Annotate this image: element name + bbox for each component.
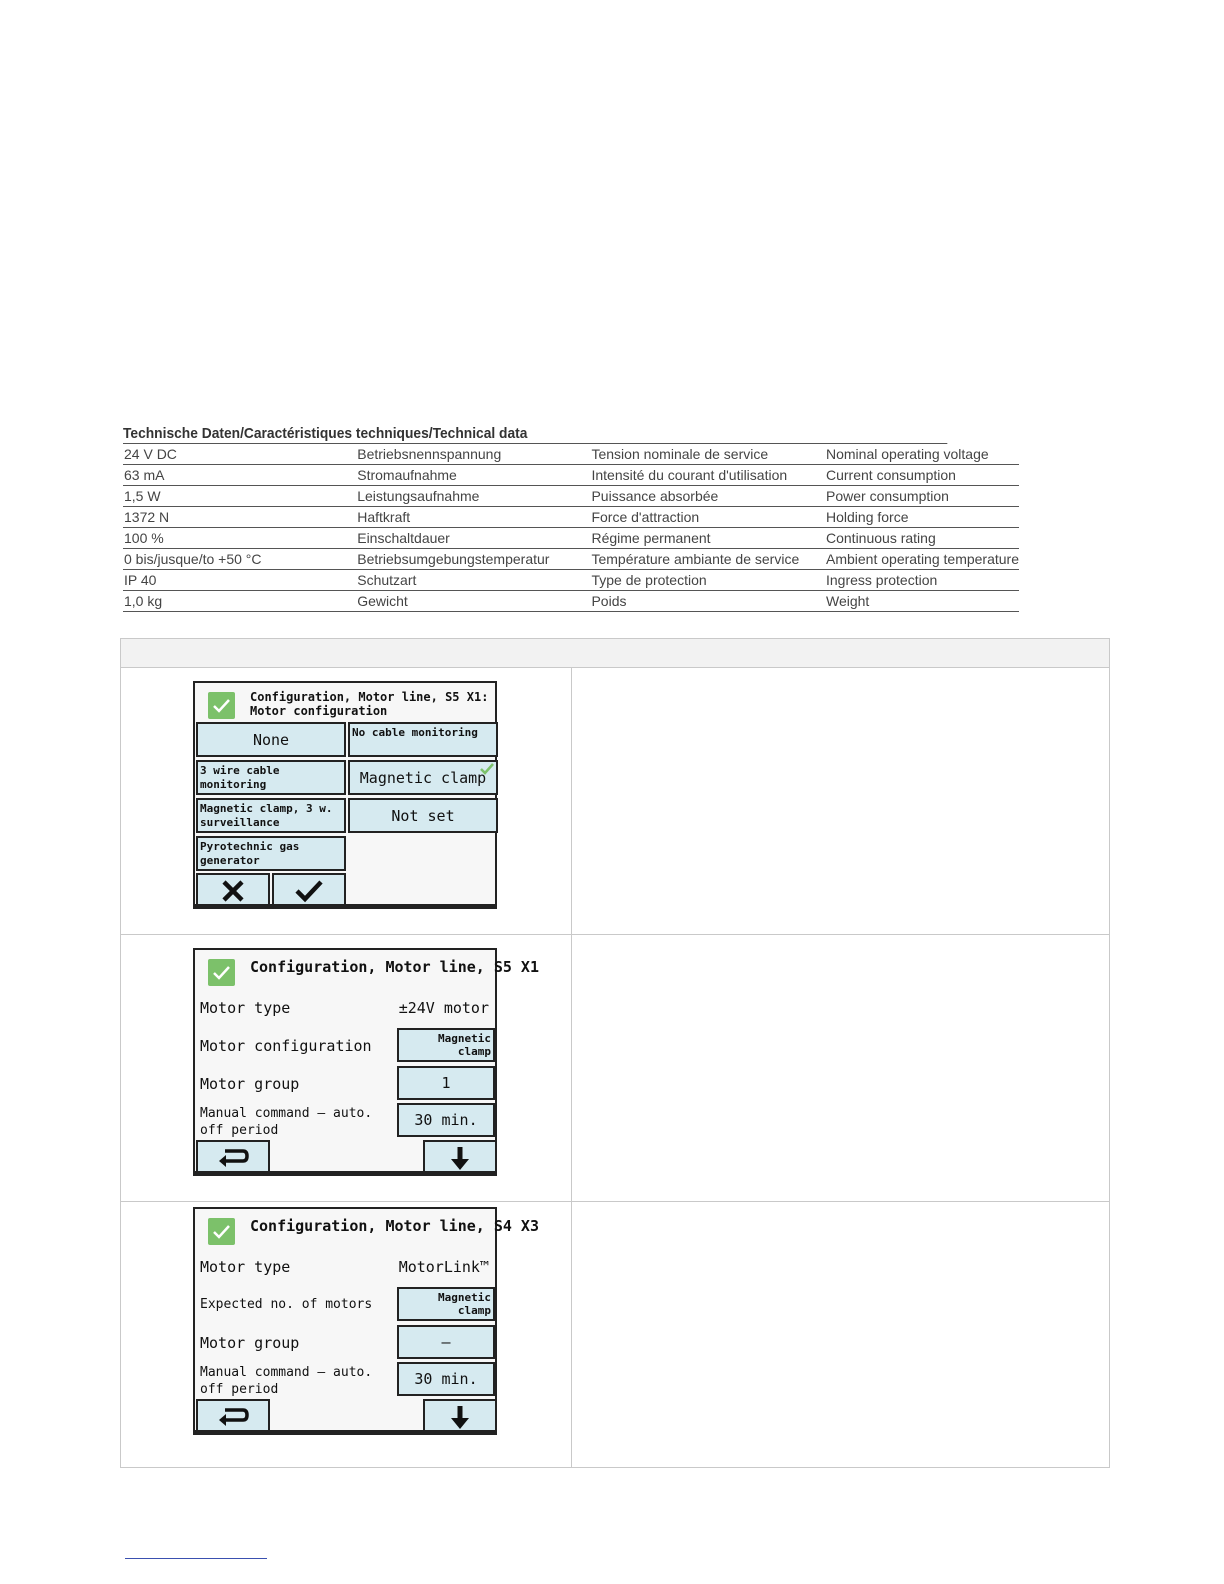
confirm-button[interactable] (272, 873, 346, 908)
manual-command-label: Manual command – auto. off period (200, 1106, 373, 1138)
technical-data-row (123, 507, 1019, 528)
motor-type-label: Motor type (200, 1258, 291, 1276)
option-magnetic-clamp-label: Magnetic clamp (359, 768, 487, 787)
technical-data-row (123, 444, 1019, 465)
return-icon (217, 1406, 249, 1428)
motor-group-label: Motor group (200, 1075, 300, 1093)
screen-row-2 (121, 934, 1109, 1202)
technical-data-row (123, 486, 1019, 507)
ok-status-icon (208, 1218, 235, 1245)
technical-data-cell: Power consumption (825, 486, 1019, 507)
technical-data-row (123, 549, 1019, 570)
screen-bottom-border (195, 1430, 495, 1433)
expected-motors-button[interactable]: Magnetic clamp (397, 1287, 495, 1321)
manual-command-label: Manual command – auto. off period (200, 1365, 373, 1397)
technical-data-cell: Holding force (825, 507, 1019, 528)
technical-data-cell: Schutzart (356, 570, 590, 591)
technical-data-cell: Leistungsaufnahme (356, 486, 590, 507)
technical-data-cell: Force d'attraction (590, 507, 825, 528)
check-icon (294, 879, 324, 903)
motor-type-label: Motor type (200, 999, 291, 1017)
ok-status-icon (208, 959, 235, 986)
scroll-down-button[interactable] (423, 1399, 497, 1434)
technical-data-cell: IP 40 (123, 570, 356, 591)
technical-data-cell: Température ambiante de service (590, 549, 825, 570)
motor-group-button[interactable]: 1 (397, 1066, 495, 1100)
technical-data-cell: Tension nominale de service (590, 444, 825, 465)
technical-data-cell: 24 V DC (123, 444, 356, 465)
screen-header: Configuration, Motor line, S5 X1: Motor configuration (250, 690, 489, 718)
screen-header: Configuration, Motor line, S5 X1 (250, 958, 539, 976)
motor-group-label: Motor group (200, 1334, 300, 1352)
screen-header: Configuration, Motor line, S4 X3 (250, 1217, 539, 1235)
technical-data-row (123, 591, 1019, 612)
technical-data-cell: Nominal operating voltage (825, 444, 1019, 465)
arrow-down-icon (449, 1404, 471, 1430)
auto-off-period-button[interactable]: 30 min. (397, 1362, 495, 1396)
technical-data-title: Technische Daten/Caractéristiques techniques/Technical data (123, 424, 947, 444)
option-magnetic-clamp-3w-button[interactable]: Magnetic clamp, 3 w. surveillance (196, 798, 346, 833)
return-icon (217, 1147, 249, 1169)
arrow-down-icon (449, 1145, 471, 1171)
back-button[interactable] (196, 1399, 270, 1434)
option-none-button[interactable]: None (196, 722, 346, 757)
option-pyrotechnic-gas-generator-button[interactable]: Pyrotechnic gas generator (196, 836, 346, 871)
screen-bottom-border (195, 904, 495, 907)
option-no-cable-monitoring-button[interactable]: No cable monitoring (348, 722, 498, 757)
technical-data-cell: Ingress protection (825, 570, 1019, 591)
technical-data-table (123, 424, 1019, 612)
technical-data-cell: Type de protection (590, 570, 825, 591)
technical-data-cell: 100 % (123, 528, 356, 549)
technical-data-cell: Betriebsnennspannung (356, 444, 590, 465)
technical-data-cell: Current consumption (825, 465, 1019, 486)
technical-data-cell: 63 mA (123, 465, 356, 486)
back-button[interactable] (196, 1140, 270, 1175)
option-3-wire-cable-monitoring-button[interactable]: 3 wire cable monitoring (196, 760, 346, 795)
screen-bottom-border (195, 1171, 495, 1174)
option-not-set-button[interactable]: Not set (348, 798, 498, 833)
footer-link-underline[interactable] (125, 1558, 267, 1559)
screen-row-1 (121, 667, 1109, 935)
motor-group-button[interactable]: – (397, 1325, 495, 1359)
technical-data-row (123, 465, 1019, 486)
technical-data-cell: Poids (590, 591, 825, 612)
auto-off-period-button[interactable]: 30 min. (397, 1103, 495, 1137)
technical-data-cell: 1,5 W (123, 486, 356, 507)
motor-type-value: MotorLink™ (398, 1258, 489, 1276)
technical-data-row (123, 528, 1019, 549)
technical-data-cell: Haftkraft (356, 507, 590, 528)
technical-data-cell: Ambient operating temperature (825, 549, 1019, 570)
motor-line-s5-x1-screen (193, 948, 539, 1176)
technical-data-cell: Puissance absorbée (590, 486, 825, 507)
technical-data-cell: Continuous rating (825, 528, 1019, 549)
technical-data-row (123, 570, 1019, 591)
cancel-button[interactable] (196, 873, 270, 908)
technical-data-cell: Intensité du courant d'utilisation (590, 465, 825, 486)
technical-data-cell: Gewicht (356, 591, 590, 612)
motor-configuration-label: Motor configuration (200, 1037, 372, 1055)
technical-data-cell: Betriebsumgebungstemperatur (356, 549, 590, 570)
screen-row-3 (121, 1201, 1109, 1469)
technical-data-cell: 1372 N (123, 507, 356, 528)
expected-motors-label: Expected no. of motors (200, 1297, 373, 1312)
scroll-down-button[interactable] (423, 1140, 497, 1175)
technical-data-cell: 0 bis/jusque/to +50 °C (123, 549, 356, 570)
motor-configuration-screen (193, 681, 497, 909)
ok-status-icon (208, 692, 235, 719)
motor-type-value: ±24V motor (398, 999, 489, 1017)
technical-data-grid (123, 444, 1019, 612)
motor-line-s4-x3-screen (193, 1207, 539, 1435)
technical-data-cell: Weight (825, 591, 1019, 612)
technical-data-cell: Régime permanent (590, 528, 825, 549)
screens-table (120, 638, 1110, 1468)
technical-data-cell: Stromaufnahme (356, 465, 590, 486)
selected-check-icon (480, 763, 494, 775)
screens-table-header (121, 639, 1109, 668)
option-magnetic-clamp-button[interactable] (348, 760, 498, 795)
motor-configuration-button[interactable]: Magnetic clamp (397, 1028, 495, 1062)
close-icon (221, 879, 245, 903)
technical-data-cell: 1,0 kg (123, 591, 356, 612)
technical-data-cell: Einschaltdauer (356, 528, 590, 549)
